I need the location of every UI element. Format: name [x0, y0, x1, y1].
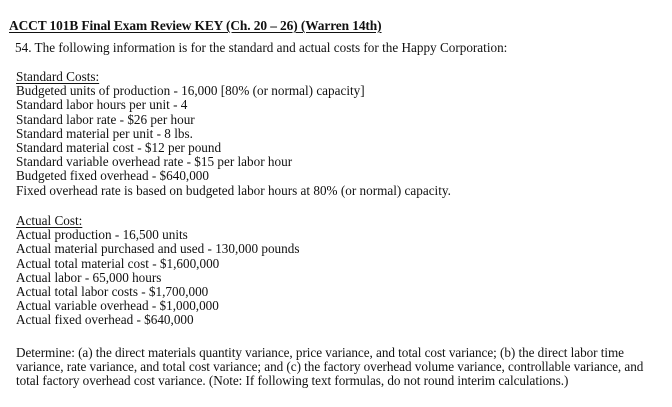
determine-line: Determine: (a) the direct materials quantity variance, price variance, and total cost variance; (b) the direct labor time	[16, 345, 624, 360]
standard-cost-line: Standard variable overhead rate - $15 per labor hour	[16, 154, 293, 170]
standard-cost-line: Budgeted fixed overhead - $640,000	[16, 168, 209, 184]
standard-cost-line: Fixed overhead rate is based on budgeted labor hours at 80% (or normal) capacity.	[16, 182, 451, 198]
actual-cost-line: Actual variable overhead - $1,000,000	[16, 298, 219, 314]
standard-cost-line: Standard labor hours per unit - 4	[16, 97, 188, 113]
actual-cost-line: Actual fixed overhead - $640,000	[16, 312, 194, 328]
actual-cost-line: Actual material purchased and used - 130,000 pounds	[16, 241, 300, 257]
determine-line: variance, rate variance, and total cost variance; and (c) the factory overhead volume variance, controllable variance, and	[16, 359, 644, 375]
standard-cost-line: Budgeted units of production - 16,000 [80% (or normal) capacity]	[16, 83, 365, 99]
determine-line: total factory overhead cost variance. (Note: If following text formulas, do not round interim calculations.)	[16, 373, 569, 389]
document-title: ACCT 101B Final Exam Review KEY (Ch. 20 – 26) (Warren 14th)	[9, 18, 382, 33]
actual-cost-heading: Actual Cost:	[16, 213, 83, 228]
determine-instructions	[16, 346, 668, 389]
standard-cost-line: Standard material cost - $12 per pound	[16, 140, 222, 156]
standard-costs-section	[16, 70, 451, 198]
standard-cost-line: Standard labor rate - $26 per hour	[16, 111, 195, 127]
actual-cost-section	[16, 214, 299, 328]
actual-cost-line: Actual labor - 65,000 hours	[16, 269, 162, 285]
question-text: 54. The following information is for the standard and actual costs for the Happy Corporation:	[15, 40, 508, 55]
standard-cost-line: Standard material per unit - 8 lbs.	[16, 125, 193, 141]
actual-cost-line: Actual production - 16,500 units	[16, 227, 188, 243]
actual-cost-line: Actual total material cost - $1,600,000	[16, 255, 220, 271]
actual-cost-line: Actual total labor costs - $1,700,000	[16, 284, 209, 300]
standard-costs-heading: Standard Costs:	[16, 69, 100, 84]
